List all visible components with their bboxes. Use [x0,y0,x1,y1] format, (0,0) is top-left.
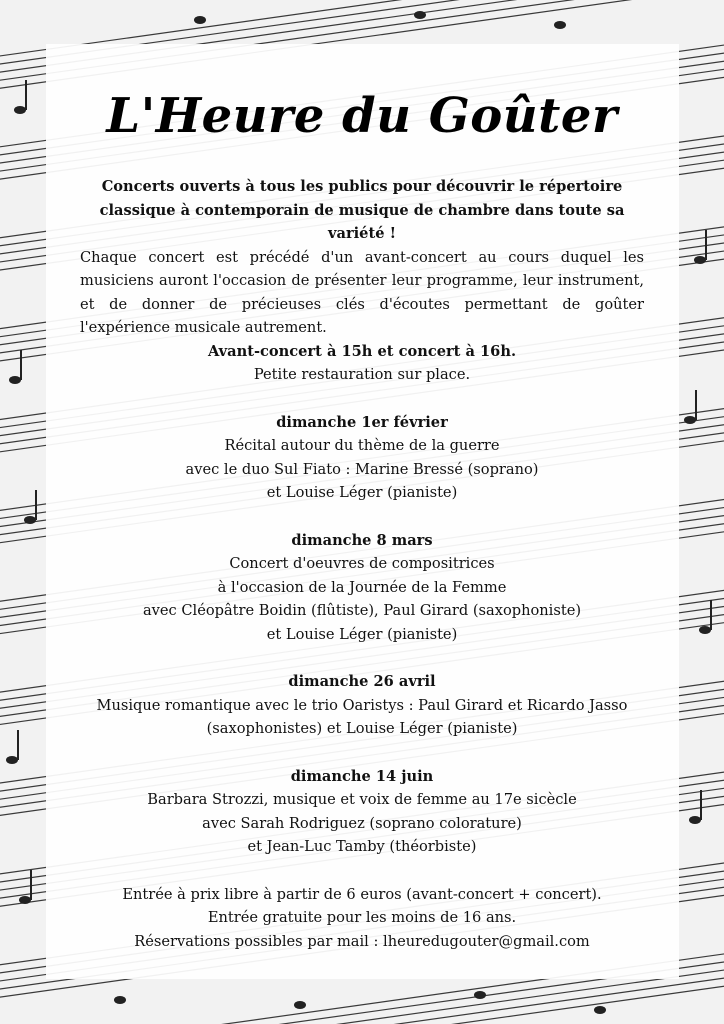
concert-line: et Jean-Luc Tamby (théorbiste) [247,838,477,855]
concert-line: avec Sarah Rodriguez (soprano colorature) [202,814,522,832]
concert-line: Musique romantique avec le trio Oaristys : Paul Girard et Ricardo Jasso [96,696,628,714]
concert-line: Récital autour du thème de la guerre [224,437,500,454]
poster-content [80,44,644,953]
intro-description: Chaque concert est précédé d'un avant-concert au cours duquel les musiciens auront l'occasion de présenter leur programme, leur instrument, et de donner de précieuses clés d'écoutes permettant de goûter l'expérience musicale autrement. [80,248,644,336]
free-entry-text: Entrée gratuite pour les moins de 16 ans. [207,909,517,926]
intro-headline: Concerts ouverts à tous les publics pour découvrir le répertoire classique à contemporain de musique de chambre dans toute sa variété ! [99,178,625,242]
concert-line: et Louise Léger (pianiste) [266,625,458,643]
price-text: Entrée à prix libre à partir de 6 euros (avant-concert + concert). [122,885,602,903]
concert-line: Concert d'oeuvres de compositrices [229,555,495,572]
reservation-text: Réservations possibles par mail : lheuredugouter@gmail.com [134,932,590,950]
page-title: L'Heure du Goûter [106,88,618,144]
concert-date: dimanche 26 avril [288,673,436,690]
concert-line: avec Cléopâtre Boidin (flûtiste), Paul Girard (saxophoniste) [142,602,582,619]
concert-line: à l'occasion de la Journée de la Femme [217,578,507,596]
concert-date: dimanche 1er février [276,413,448,431]
concert-line: et Louise Léger (pianiste) [266,484,458,501]
schedule-text: Avant-concert à 15h et concert à 16h. [207,342,517,360]
concert-line: avec le duo Sul Fiato : Marine Bressé (soprano) [185,460,539,478]
concert-line: (saxophonistes) et Louise Léger (pianiste) [206,720,518,737]
concert-date: dimanche 14 juin [290,767,434,785]
food-text: Petite restauration sur place. [253,366,471,383]
concert-date: dimanche 8 mars [291,531,433,549]
concert-line: Barbara Strozzi, musique et voix de femme au 17e sicècle [147,791,577,808]
